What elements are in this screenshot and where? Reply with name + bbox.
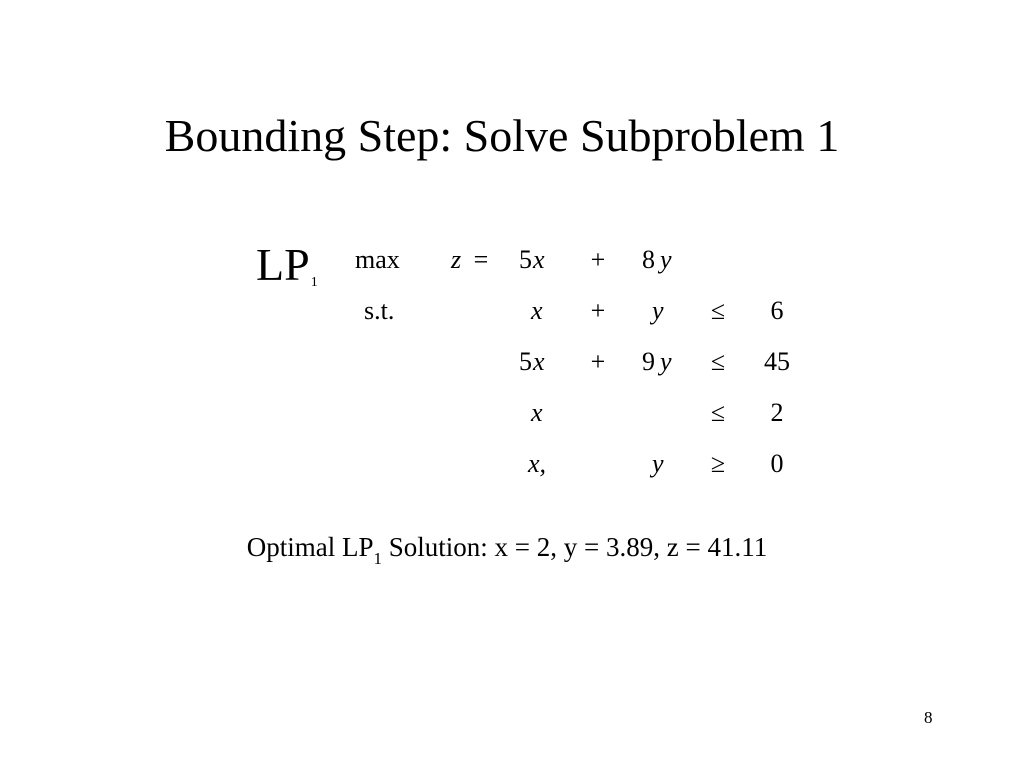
constraint-2-op: + — [590, 347, 606, 376]
optimal-solution — [0, 530, 1014, 568]
objective-coef-y: 8 — [642, 245, 655, 274]
constraint-2-var-y: y — [660, 347, 672, 376]
constraint-2-coef-x: 5 — [519, 347, 532, 376]
objective-var-y: y — [660, 245, 672, 274]
lp-label-main: LP — [256, 239, 310, 290]
constraint-3-relation: ≤ — [710, 398, 726, 427]
solution-subscript: 1 — [373, 549, 383, 568]
constraint-2-relation: ≤ — [710, 347, 726, 376]
constraint-3-var-x: x — [531, 398, 543, 427]
constraint-3-rhs: 2 — [770, 398, 784, 427]
constraint-2-coef-y: 9 — [642, 347, 655, 376]
constraint-1-op: + — [590, 296, 606, 325]
constraint-1-var-y: y — [652, 296, 664, 325]
constraints-keyword: s.t. — [364, 296, 395, 325]
constraint-1-relation: ≤ — [710, 296, 726, 325]
constraint-4-var-x: x, — [528, 449, 547, 478]
objective-var-x: x — [533, 245, 545, 274]
objective-equals: = — [473, 245, 489, 274]
constraint-4-rhs: 0 — [770, 449, 784, 478]
objective-keyword: max — [355, 245, 400, 274]
objective-op: + — [590, 245, 606, 274]
solution-prefix: Optimal LP — [246, 532, 374, 562]
objective-coef-x: 5 — [519, 245, 532, 274]
page-number: 8 — [924, 708, 933, 727]
solution-values: Solution: x = 2, y = 3.89, z = 41.11 — [382, 532, 768, 562]
constraint-4-relation: ≥ — [710, 449, 726, 478]
constraint-4-var-y: y — [652, 449, 664, 478]
constraint-2-var-x: x — [533, 347, 545, 376]
constraint-1-var-x: x — [531, 296, 543, 325]
objective-lhs: z — [450, 245, 462, 274]
lp-label-subscript: 1 — [310, 275, 318, 290]
constraint-2-rhs: 45 — [764, 347, 790, 376]
slide-title: Bounding Step: Solve Subproblem 1 — [164, 110, 840, 161]
constraint-1-rhs: 6 — [770, 296, 784, 325]
